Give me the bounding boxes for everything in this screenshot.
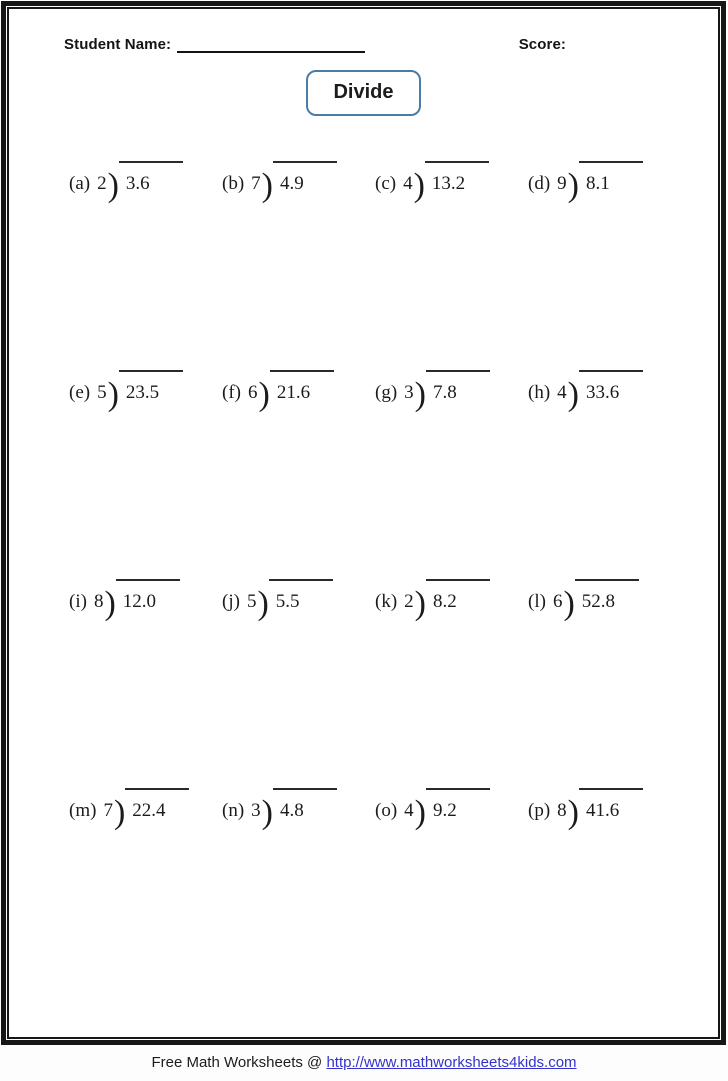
title-container xyxy=(9,70,718,116)
dividend: 5.5 xyxy=(269,579,333,613)
problem-label: (c) xyxy=(375,173,397,194)
division-problem xyxy=(69,565,222,774)
division-problem xyxy=(69,147,222,356)
division-bracket-icon: ) xyxy=(414,585,426,622)
division-bracket-icon: ) xyxy=(104,585,116,622)
divisor: 7 xyxy=(103,800,113,821)
problem-label: (d) xyxy=(528,173,551,194)
problem-label: (p) xyxy=(528,800,551,821)
division-problem xyxy=(222,565,375,774)
dividend: 21.6 xyxy=(270,370,334,404)
problem-label: (j) xyxy=(222,591,240,612)
problem-label: (h) xyxy=(528,382,551,403)
division-bracket-icon: ) xyxy=(261,794,273,831)
division-bracket-icon: ) xyxy=(107,167,119,204)
division-problem xyxy=(222,147,375,356)
divisor: 7 xyxy=(251,173,261,194)
dividend: 4.9 xyxy=(273,161,337,195)
division-bracket-icon: ) xyxy=(113,794,126,831)
score-label: Score: xyxy=(518,36,566,53)
dividend: 41.6 xyxy=(579,788,643,822)
divisor: 8 xyxy=(557,800,567,821)
problem-label: (f) xyxy=(222,382,241,403)
footer xyxy=(0,1054,728,1071)
division-bracket-icon: ) xyxy=(258,376,270,413)
page-border-inner xyxy=(7,7,720,1039)
worksheet-header xyxy=(9,9,718,53)
division-bracket-icon: ) xyxy=(414,794,426,831)
dividend: 33.6 xyxy=(579,370,643,404)
division-problem xyxy=(375,147,528,356)
footer-text: Free Math Worksheets @ xyxy=(151,1054,327,1071)
problem-label: (b) xyxy=(222,173,245,194)
student-name-blank[interactable] xyxy=(177,38,365,53)
divisor: 6 xyxy=(247,382,258,403)
divisor: 4 xyxy=(557,382,567,403)
division-bracket-icon: ) xyxy=(567,794,579,831)
divisor: 5 xyxy=(97,382,107,403)
division-bracket-icon: ) xyxy=(107,376,119,413)
divisor: 8 xyxy=(93,591,104,612)
problem-label: (a) xyxy=(69,173,91,194)
divisor: 2 xyxy=(97,173,107,194)
division-bracket-icon: ) xyxy=(563,585,575,622)
division-problem xyxy=(222,356,375,565)
division-bracket-icon: ) xyxy=(567,167,579,204)
dividend: 52.8 xyxy=(575,579,639,613)
dividend: 13.2 xyxy=(425,161,489,195)
division-problem xyxy=(222,774,375,983)
footer-link[interactable]: http://www.mathworksheets4kids.com xyxy=(326,1054,577,1071)
problem-label: (g) xyxy=(375,382,398,403)
division-problem xyxy=(528,147,681,356)
division-bracket-icon: ) xyxy=(567,376,579,413)
problem-label: (n) xyxy=(222,800,245,821)
division-problem xyxy=(69,356,222,565)
dividend: 9.2 xyxy=(426,788,490,822)
dividend: 23.5 xyxy=(119,370,183,404)
division-problem xyxy=(528,774,681,983)
divisor: 6 xyxy=(552,591,563,612)
division-bracket-icon: ) xyxy=(414,376,426,413)
divisor: 3 xyxy=(404,382,414,403)
student-name-label: Student Name: xyxy=(64,36,172,53)
dividend: 8.2 xyxy=(426,579,490,613)
problem-label: (i) xyxy=(69,591,87,612)
divisor: 9 xyxy=(557,173,567,194)
division-bracket-icon: ) xyxy=(261,167,273,204)
division-problem xyxy=(375,565,528,774)
dividend: 7.8 xyxy=(426,370,490,404)
worksheet-title: Divide xyxy=(306,70,420,116)
problem-label: (e) xyxy=(69,382,91,403)
divisor: 2 xyxy=(404,591,414,612)
division-problem xyxy=(528,356,681,565)
problem-label: (l) xyxy=(528,591,546,612)
dividend: 4.8 xyxy=(273,788,337,822)
dividend: 3.6 xyxy=(119,161,183,195)
dividend: 8.1 xyxy=(579,161,643,195)
divisor: 3 xyxy=(251,800,261,821)
division-problem xyxy=(528,565,681,774)
divisor: 5 xyxy=(246,591,257,612)
page-border xyxy=(1,1,726,1045)
division-problem xyxy=(375,774,528,983)
dividend: 22.4 xyxy=(125,788,189,822)
divisor: 4 xyxy=(403,173,413,194)
division-bracket-icon: ) xyxy=(413,167,425,204)
problem-label: (m) xyxy=(69,800,97,821)
divisor: 4 xyxy=(404,800,414,821)
division-problem xyxy=(375,356,528,565)
problem-label: (o) xyxy=(375,800,398,821)
division-bracket-icon: ) xyxy=(257,585,269,622)
dividend: 12.0 xyxy=(116,579,180,613)
problem-label: (k) xyxy=(375,591,398,612)
problems-grid xyxy=(69,147,681,983)
division-problem xyxy=(69,774,222,983)
